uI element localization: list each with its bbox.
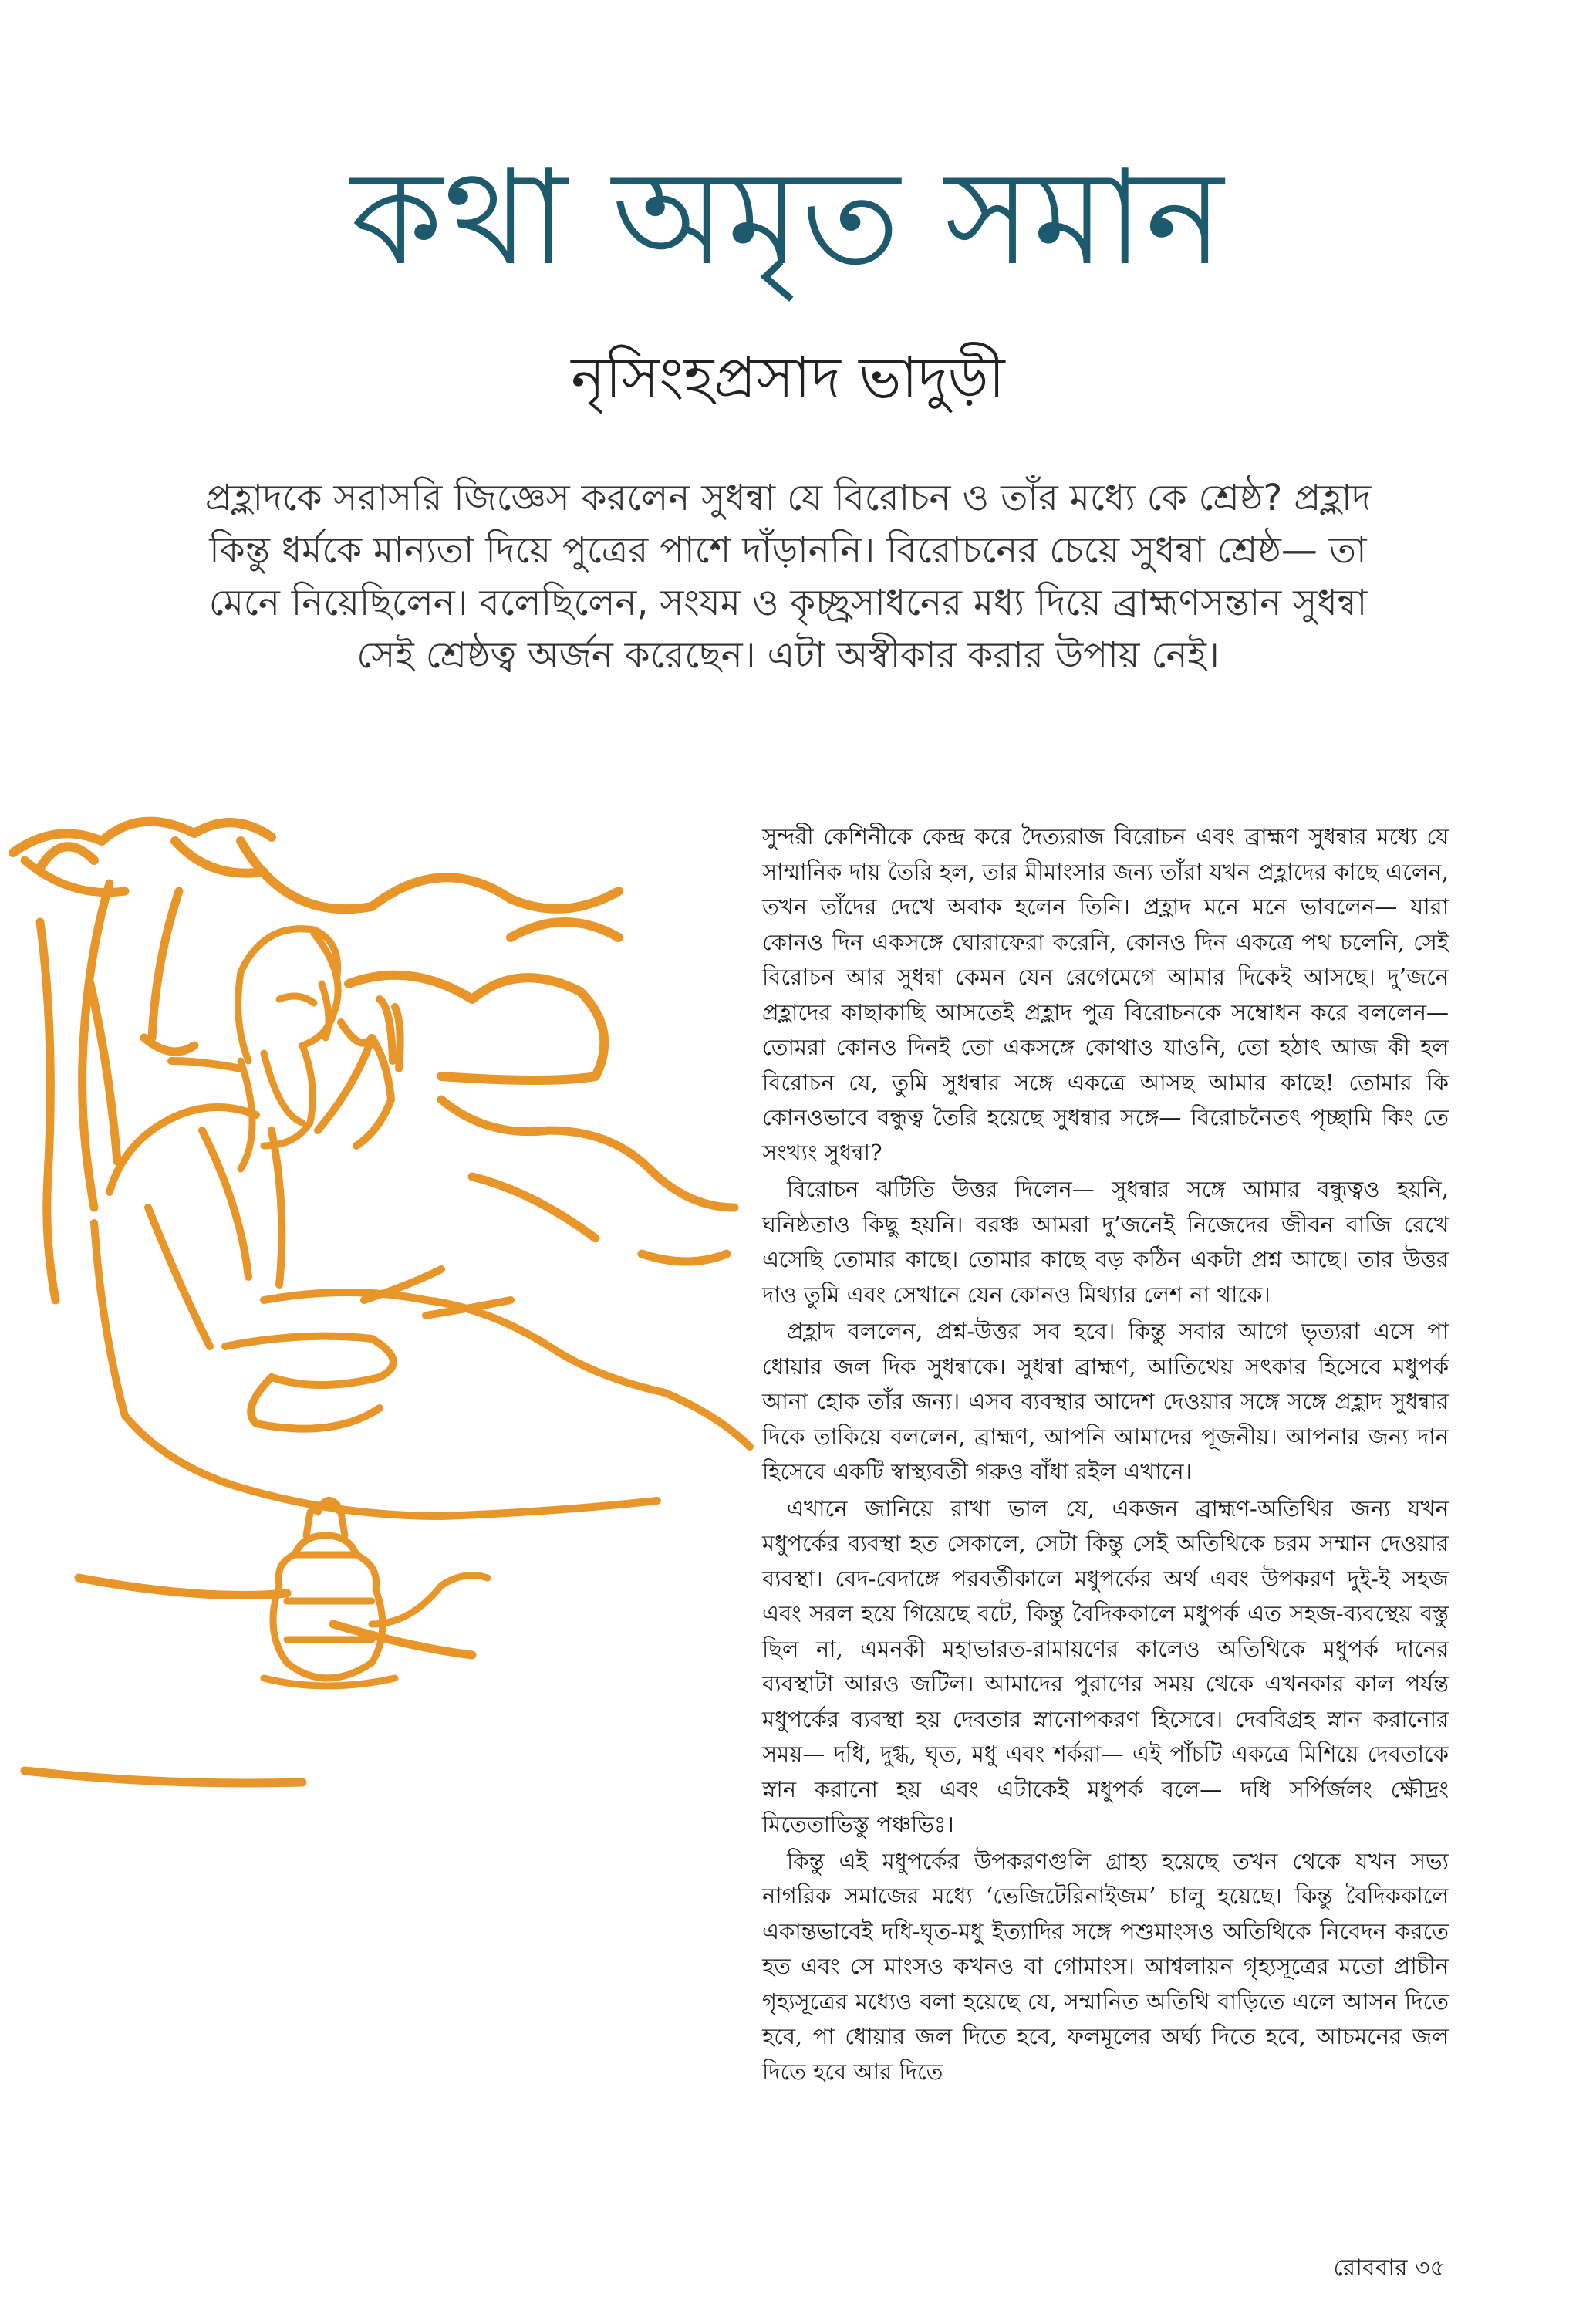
tree-trunk <box>25 860 194 1300</box>
sage-lap <box>125 1269 750 1516</box>
author-name: নৃসিংহপ্রসাদ ভাদুড়ী <box>571 345 1005 411</box>
sage-head <box>238 929 338 1169</box>
body-paragraph: কিন্তু এই মধুপর্কের উপকরণগুলি গ্রাহ্য হয়েছে তখন থেকে যখন সভ্য নাগরিক সমাজের মধ্যে ‘ভেজিটেরিনাইজম’ চালু হয়েছে। কিন্তু বৈদিককালে একান্তভাবেই দধি-ঘৃত-মধু ইত্যাদির সঙ্গে পশুমাংসও অতিথিকে নিবেদন করতে হত এবং সে মাংসও কখনও বা গোমাংস। আশ্বলায়ন গৃহ্যসূত্রের মতো প্রাচীন গৃহ্যসূত্রের মধ্যেও বলা হয়েছে যে, সম্মানিত অতিথি বাড়িতে এলে আসন দিতে হবে, পা ধোয়ার জল দিতে হবে, ফলমূলের অর্ঘ্য দিতে হবে, আচমনের জল দিতে হবে আর দিতে <box>762 1847 1449 2085</box>
page-title: কথা অমৃত সমান <box>350 142 1226 295</box>
page-footer-label: রোববার ৩৫ <box>1333 2255 1445 2282</box>
article-body <box>762 819 1449 2089</box>
sage-illustration <box>9 806 765 1825</box>
body-paragraph: বিরোচন ঝটিতি উত্তর দিলেন— সুধন্বার সঙ্গে আমার বন্ধুত্বও হয়নি, ঘনিষ্ঠতাও কিছু হয়নি। বরঞ্চ আমরা দু’জনেই নিজেদের জীবন বাজি রেখে এসেছি তোমার কাছে। তোমার কাছে বড় কঠিন একটা প্রশ্ন আছে। তার উত্তর দাও তুমি এবং সেখানে যেন কোনও মিথ্যার লেশ না থাকে। <box>762 1176 1449 1308</box>
water-pot-icon <box>264 1500 488 1686</box>
body-paragraph: প্রহ্লাদ বললেন, প্রশ্ন-উত্তর সব হবে। কিন্তু সবার আগে ভৃত্যরা এসে পা ধোয়ার জল দিক সুধন্বাকে। সুধন্বা ব্রাহ্মণ, আতিথেয় সৎকার হিসেবে মধুপর্ক আনা হোক তাঁর জন্য। এসব ব্যবস্থার আদেশ দেওয়ার সঙ্গে সঙ্গে প্রহ্লাদ সুধন্বার দিকে তাকিয়ে বললেন, ব্রাহ্মণ, আপনি আমাদের পূজনীয়। আপনার জন্য দান হিসেবে একটি স্বাস্থ্যবতী গরুও বাঁধা রইল এখানে। <box>762 1318 1449 1485</box>
body-paragraph: এখানে জানিয়ে রাখা ভাল যে, একজন ব্রাহ্মণ-অতিথির জন্য যখন মধুপর্কের ব্যবস্থা হত সেকালে, সেটা কিন্তু সেই অতিথিকে চরম সম্মান দেওয়ার ব্যবস্থা। বেদ-বেদাঙ্গে পরবর্তীকালে মধুপর্কের অর্থ এবং উপকরণ দুই-ই সহজ এবং সরল হয়ে গিয়েছে বটে, কিন্তু বৈদিককালে মধুপর্ক এত সহজ-ব্যবস্থেয় বস্তু ছিল না, এমনকী মহাভারত-রামায়ণের কালেও অতিথিকে মধুপর্ক দানের ব্যবস্থাটা আরও জটিল। আমাদের পুরাণের সময় থেকে এখনকার কাল পর্যন্ত মধুপর্কের ব্যবস্থা হয় দেবতার স্নানোপকরণ হিসেবে। দেববিগ্রহ স্নান করানোর সময়— দধি, দুগ্ধ, ঘৃত, মধু এবং শর্করা— এই পাঁচটি একত্রে মিশিয়ে দেবতাকে স্নান করানো হয় এবং এটাকেই মধুপর্ক বলে— দধি সর্পির্জলং ক্ষৌদ্রং মিতেতাভিস্তু পঞ্চভিঃ। <box>762 1495 1449 1837</box>
body-paragraph: সুন্দরী কেশিনীকে কেন্দ্র করে দৈত্যরাজ বিরোচন এবং ব্রাহ্মণ সুধন্বার মধ্যে যে সাম্মানিক দায় তৈরি হল, তার মীমাংসার জন্য তাঁরা যখন প্রহ্লাদের কাছে এলেন, তখন তাঁদের দেখে অবাক হলেন তিনি। প্রহ্লাদ মনে মনে ভাবলেন— যারা কোনও দিন একসঙ্গে ঘোরাফেরা করেনি, কোনও দিন একত্রে পথ চলেনি, সেই বিরোচন আর সুধন্বা কেমন যেন রেগেমেগে আমার দিকেই আসছে। দু’জনে প্রহ্লাদের কাছাকাছি আসতেই প্রহ্লাদ পুত্র বিরোচনকে সম্বোধন করে বললেন— তোমরা কোনও দিনই তো একসঙ্গে কোথাও যাওনি, তো হঠাৎ আজ কী হল বিরোচন যে, তুমি সুধন্বার সঙ্গে একত্রে আসছ আমার কাছে! তোমার কি কোনওভাবে বন্ধুত্ব তৈরি হয়েছে সুধন্বার সঙ্গে— বিরোচনৈতৎ পৃচ্ছামি কিং তে সংখ্যং সুধন্বা? <box>762 823 1449 1166</box>
intro-standfirst: প্রহ্লাদকে সরাসরি জিজ্ঞেস করলেন সুধন্বা যে বিরোচন ও তাঁর মধ্যে কে শ্রেষ্ঠ? প্রহ্লাদ কিন্তু ধর্মকে মান্যতা দিয়ে পুত্রের পাশে দাঁড়াননি। বিরোচনের চেয়ে সুধন্বা শ্রেষ্ঠ— তা মেনে নিয়েছিলেন। বলেছিলেন, সংযম ও কৃচ্ছ্রসাধনের মধ্য দিয়ে ব্রাহ্মণসন্তান সুধন্বা সেই শ্রেষ্ঠত্ব অর্জন করেছেন। এটা অস্বীকার করার উপায় নেই। <box>204 477 1372 677</box>
